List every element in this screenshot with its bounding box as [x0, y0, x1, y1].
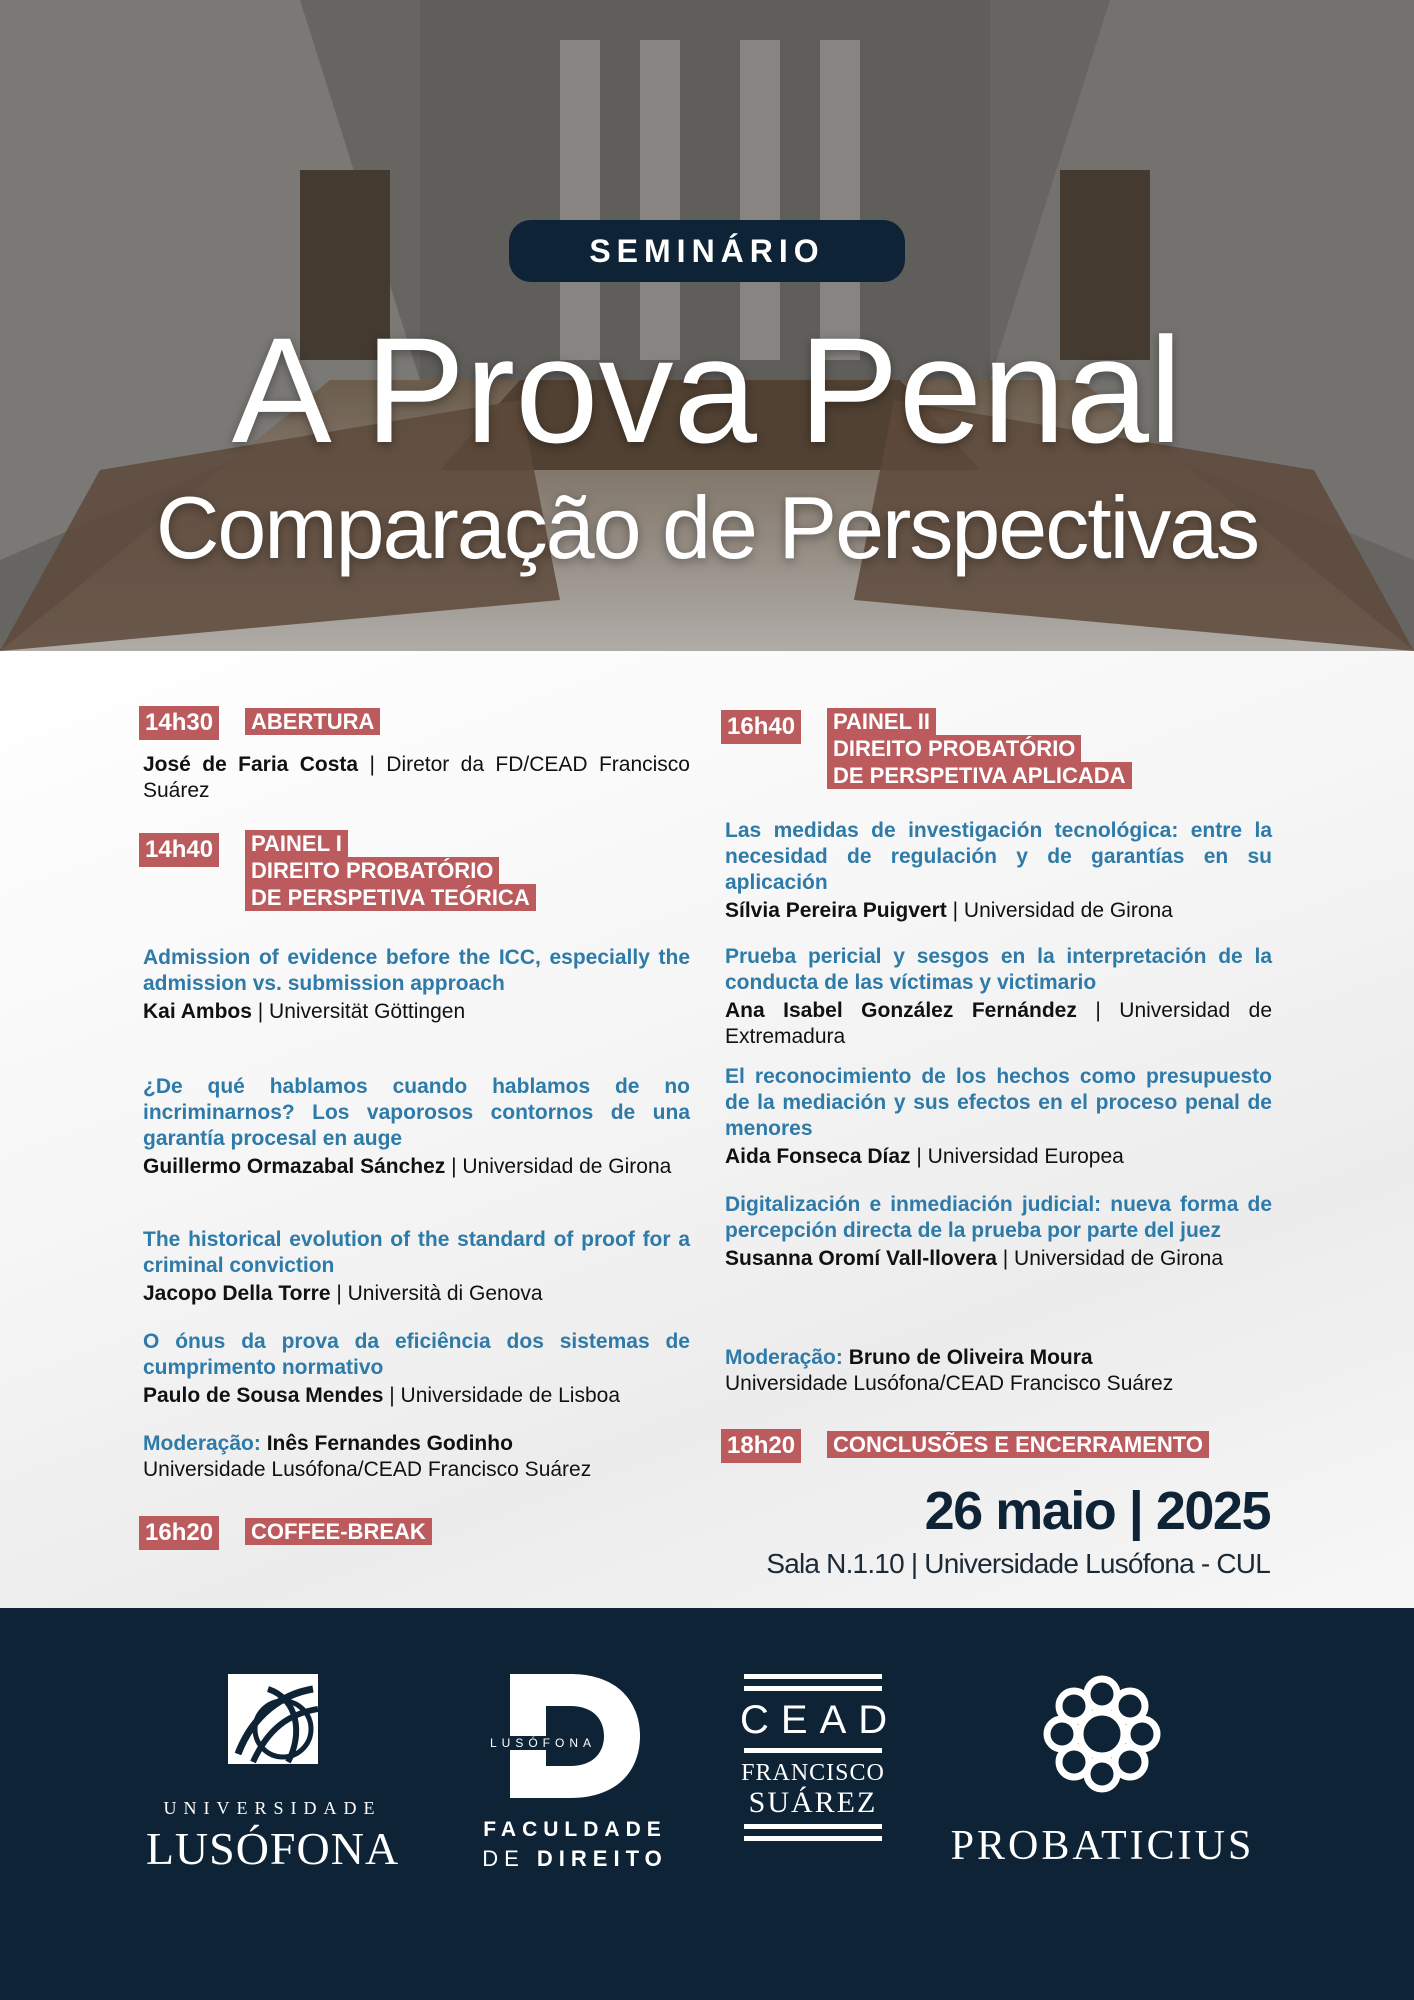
panel2-label-2: DIREITO PROBATÓRIO [827, 735, 1081, 762]
talk-affiliation: | Universidad Europea [910, 1145, 1124, 1168]
talk-title: Prueba pericial y sesgos en la interpretación de la conducta de las víctimas y victimario [725, 945, 1272, 994]
faculdade-direito-logo [450, 1674, 700, 1884]
direito-logo-small: LUSÓFONA [486, 1736, 600, 1750]
opening-label: ABERTURA [245, 708, 380, 735]
cead-logo-bottom: SUÁREZ [748, 1786, 878, 1819]
page-title: A Prova Penal [231, 306, 1183, 474]
talk-affiliation: | Università di Genova [330, 1282, 543, 1305]
panel2-talk-3 [725, 1064, 1272, 1170]
opening-affiliation: | Diretor da FD/CEAD Francisco Suárez [143, 753, 690, 802]
talk-affiliation: | Universidad de Girona [996, 1247, 1224, 1270]
panel2-label-block [827, 708, 1132, 789]
event-date: 26 maio | 2025 [924, 1481, 1270, 1541]
panel2-time: 16h40 [721, 710, 801, 744]
talk-affiliation: | Universidad de Girona [445, 1155, 672, 1178]
coffee-label-block [245, 1518, 432, 1545]
page-subtitle: Comparação de Perspectivas [155, 478, 1259, 577]
panel2-talk-1 [725, 818, 1272, 924]
moderation-label: Moderação: [143, 1432, 261, 1455]
footer-logos [0, 1608, 1414, 2000]
talk-speaker: Guillermo Ormazabal Sánchez [143, 1155, 446, 1178]
direito-logo-line1: FACULDADE [483, 1818, 667, 1841]
panel2-label-3: DE PERSPETIVA APLICADA [827, 762, 1132, 789]
moderator-name: Inês Fernandes Godinho [260, 1432, 513, 1455]
panel2-label-1: PAINEL II [827, 708, 936, 735]
panel1-talk-1 [143, 945, 690, 1025]
hero-banner [0, 0, 1414, 651]
moderation-label: Moderação: [725, 1346, 843, 1369]
lusofona-university-logo [140, 1674, 405, 1884]
talk-title: O ónus da prova da eficiência dos sistemas de cumprimento normativo [143, 1330, 690, 1379]
talk-affiliation: | Universität Göttingen [251, 1000, 466, 1023]
talk-speaker: Paulo de Sousa Mendes [143, 1384, 384, 1407]
direito-logo-de: DE [482, 1846, 525, 1871]
globe-emblem-icon [228, 1674, 318, 1764]
talk-affiliation: | Universidad de Extremadura [725, 999, 1272, 1048]
panel1-label-block [245, 830, 536, 911]
talk-title: The historical evolution of the standard of proof for a criminal conviction [143, 1228, 690, 1277]
panel2-talk-4 [725, 1192, 1272, 1272]
panel1-talk-2 [143, 1074, 690, 1180]
panel1-label-1: PAINEL I [245, 830, 348, 857]
talk-title: Las medidas de investigación tecnológica: entre la necesidad de regulación y de garantías en su aplicación [725, 819, 1272, 894]
panel1-talk-4 [143, 1329, 690, 1409]
closing-label: CONCLUSÕES E ENCERRAMENTO [827, 1431, 1209, 1458]
talk-speaker: Ana Isabel González Fernández [725, 999, 1077, 1022]
lusofona-logo-top: UNIVERSIDADE [163, 1798, 382, 1818]
talk-speaker: Sílvia Pereira Puigvert [725, 899, 947, 922]
talk-speaker: Aida Fonseca Díaz [725, 1145, 911, 1168]
coffee-time: 16h20 [139, 1516, 219, 1550]
knot-emblem-icon [1042, 1674, 1162, 1794]
probaticius-logo [930, 1674, 1275, 1884]
closing-time: 18h20 [721, 1429, 801, 1463]
talk-title: El reconocimiento de los hechos como presupuesto de la mediación y sus efectos en el proceso penal de menores [725, 1065, 1272, 1140]
talk-title: ¿De qué hablamos cuando hablamos de no incriminarnos? Los vaporosos contornos de una garantía procesal en auge [143, 1075, 690, 1150]
talk-affiliation: | Universidad de Girona [946, 899, 1173, 922]
panel1-moderation [143, 1431, 703, 1483]
opening-label-block [245, 708, 380, 735]
lusofona-logo-bottom: LUSÓFONA [145, 1823, 400, 1874]
talk-speaker: Jacopo Della Torre [143, 1282, 331, 1305]
talk-title: Digitalización e inmediación judicial: nueva forma de percepción directa de la prueba por parte del juez [725, 1193, 1272, 1242]
opening-time: 14h30 [139, 706, 219, 740]
moderator-affiliation: Universidade Lusófona/CEAD Francisco Suárez [143, 1458, 592, 1481]
opening-speaker: José de Faria Costa [143, 753, 359, 776]
opening-speaker-block [143, 750, 690, 804]
talk-speaker: Susanna Oromí Vall-llovera [725, 1247, 997, 1270]
cead-logo-top: CEAD [740, 1698, 900, 1742]
seminar-badge: SEMINÁRIO [509, 220, 905, 282]
moderator-name: Bruno de Oliveira Moura [842, 1346, 1093, 1369]
panel2-moderation [725, 1345, 1285, 1397]
cead-logo [740, 1674, 900, 1884]
panel2-talk-2 [725, 944, 1272, 1050]
probaticius-logo-text: PROBATICIUS [950, 1823, 1255, 1869]
panel1-time: 14h40 [139, 833, 219, 867]
panel1-talk-3 [143, 1227, 690, 1307]
cead-logo-mid: FRANCISCO [741, 1760, 885, 1786]
talk-speaker: Kai Ambos [143, 1000, 252, 1023]
talk-title: Admission of evidence before the ICC, especially the admission vs. submission approach [143, 946, 690, 995]
event-venue: Sala N.1.10 | Universidade Lusófona - CUL [766, 1548, 1270, 1579]
panel1-label-2: DIREITO PROBATÓRIO [245, 857, 499, 884]
panel1-label-3: DE PERSPETIVA TEÓRICA [245, 884, 536, 911]
direito-logo-direito: DIREITO [536, 1846, 668, 1871]
closing-label-block [827, 1431, 1209, 1458]
talk-affiliation: | Universidade de Lisboa [383, 1384, 621, 1407]
coffee-label: COFFEE-BREAK [245, 1518, 432, 1545]
moderator-affiliation: Universidade Lusófona/CEAD Francisco Suárez [725, 1372, 1174, 1395]
